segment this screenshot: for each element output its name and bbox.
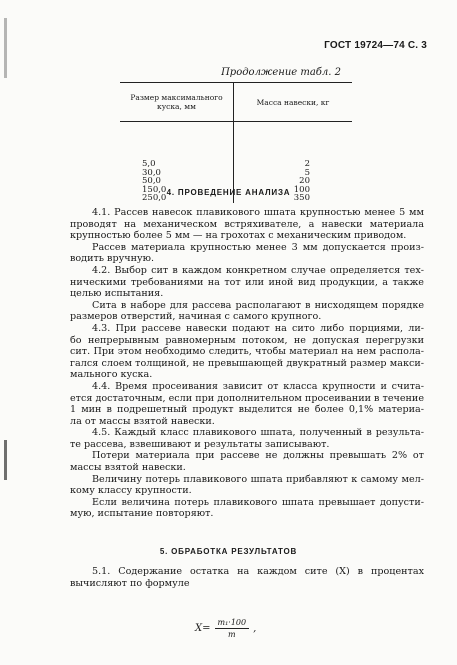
text-line: размеров отверстий, начиная с самого крупного. — [70, 311, 322, 323]
text-line: гался слоем толщиной, не превышающей двукратный размер макси- — [70, 357, 424, 369]
scan-edge-mark — [4, 440, 7, 480]
text-line: целью испытания. — [70, 288, 164, 300]
table-cell: 5,0 — [142, 159, 156, 169]
column-header-size: Размер максимального куска, мм — [120, 83, 234, 121]
formula-tail: , — [253, 623, 257, 634]
text-line: 4.2. Выбор сит в каждом конкретном случае определяется тех- — [92, 264, 424, 276]
formula-denominator: m — [228, 630, 236, 639]
text-line: водить вручную. — [70, 253, 155, 265]
formula — [195, 618, 256, 639]
data-table — [120, 82, 352, 203]
text-line: бо непрерывным равномерным потоком, не допуская перегрузки — [70, 334, 424, 346]
text-line: массы взятой навески. — [70, 462, 186, 474]
text-line: Сита в наборе для рассева располагают в нисходящем порядке — [92, 299, 424, 311]
text-line: 4.3. При рассеве навески подают на сито либо порциями, ли- — [92, 322, 424, 334]
formula-lhs: X= — [195, 623, 211, 634]
text-line: 1 мин в подрешетный продукт выделится не более 0,1% материа- — [70, 404, 424, 416]
table-cell: 2 — [304, 159, 310, 169]
text-line: ническими требованиями на тот или иной вид продукции, а также — [70, 276, 424, 288]
text-line: те рассева, взвешивают и результаты записывают. — [70, 438, 330, 450]
column-header-mass: Масса навески, кг — [256, 97, 330, 107]
table-cell: 250,0 — [142, 193, 167, 203]
page-header: ГОСТ 19724—74 С. 3 — [324, 40, 427, 51]
formula-numerator: m₁·100 — [215, 618, 250, 629]
paragraph — [70, 566, 424, 589]
text-line: ется достаточным, если при дополнительном просеивании в течение — [70, 392, 424, 404]
section-heading-analysis: 4. ПРОВЕДЕНИЕ АНАЛИЗА — [166, 188, 291, 197]
text-line: 4.1. Рассев навесок плавикового шпата крупностью менее 5 мм — [92, 207, 424, 218]
table-header — [120, 82, 352, 122]
table-cell: 20 — [299, 176, 310, 186]
table-continuation-label: Продолжение табл. 2 — [221, 67, 341, 78]
scan-edge-mark — [4, 18, 7, 78]
text-line: 4.5. Каждый класс плавикового шпата, полученный в результа- — [92, 427, 424, 439]
paragraph — [70, 207, 424, 520]
text-line: сит. При этом необходимо следить, чтобы материал на нем распола- — [70, 346, 424, 358]
text-line: Потери материала при рассеве не должны превышать 2% от — [92, 450, 424, 462]
table-cell: 150,0 — [142, 184, 167, 195]
text-line: крупностью более 5 мм — на грохотах с механическим приводом. — [70, 230, 407, 242]
text-line: Если величина потерь плавикового шпата превышает допусти- — [92, 496, 424, 508]
text-line: Величину потерь плавикового шпата прибавляют к самому мел- — [92, 473, 424, 485]
text-line: Рассев материала крупностью менее 3 мм допускается произ- — [92, 241, 424, 253]
text-line: ла от массы взятой навески. — [70, 415, 215, 427]
text-line: вычисляют по формуле — [70, 577, 190, 589]
section-heading-results: 5. ОБРАБОТКА РЕЗУЛЬТАТОВ — [159, 547, 298, 556]
text-line: мального куска. — [70, 369, 153, 381]
text-line: проводят на механическом встряхивателе, а навески материала — [70, 218, 424, 230]
table-cell: 5 — [304, 167, 310, 178]
text-line: мую, испытание повторяют. — [70, 508, 214, 520]
text-line: кому классу крупности. — [70, 485, 192, 497]
formula-fraction — [215, 618, 250, 639]
table-cell: 30,0 — [142, 167, 161, 178]
table-cell: 50,0 — [142, 176, 161, 186]
text-line: 5.1. Содержание остатка на каждом сите (X) в процентах — [92, 566, 424, 577]
table-cell: 100 — [293, 184, 310, 195]
table-cell: 350 — [293, 193, 310, 203]
text-line: 4.4. Время просеивания зависит от класса крупности и счита- — [92, 380, 424, 392]
